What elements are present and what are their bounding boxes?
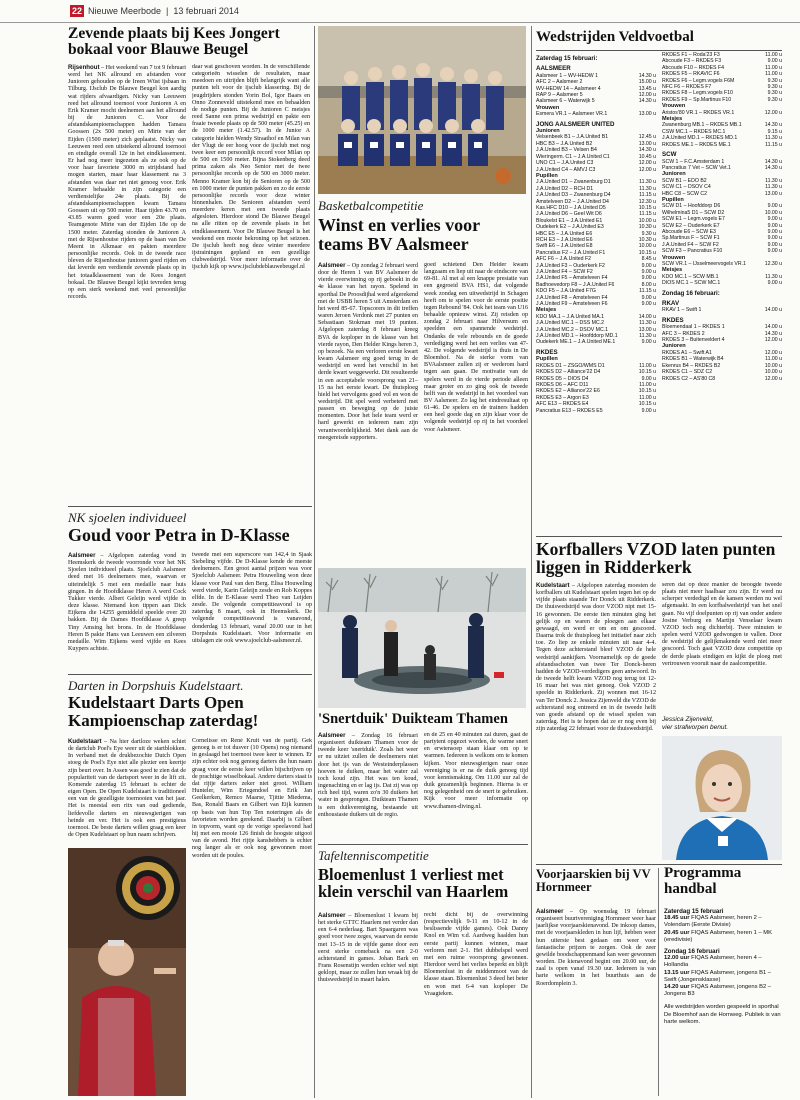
skating-lead: Rijsenhout [68, 64, 100, 71]
fixture-match: RKDES F9 – Sp.Martinus F10 [662, 96, 732, 103]
handball-time: 18.45 uur [664, 915, 690, 922]
fixture-time: 9.00 u [641, 407, 656, 414]
kien-text [536, 908, 656, 1096]
tabletennis-headline: Bloemenlust 1 verliest met klein verschil van Haarlem [318, 865, 509, 902]
fixture-time: 11.15 u [765, 141, 782, 148]
football-schedule-col1 [536, 52, 656, 532]
tabletennis-kicker: Tafeltenniscompetitie [318, 848, 429, 863]
fixture-match: J.A.United MC.1 – DSS MC.2 [536, 320, 605, 327]
korfball-caption-line2: vier strafworpen benut. [662, 723, 729, 731]
fixture-match: CSW MC.1 – RKDES MC.1 [662, 128, 726, 135]
korfball-headline: Korfballers VZOD laten punten liggen in Ridderkerk [536, 539, 776, 578]
fixture-time: 11.00 u [765, 356, 782, 363]
fixture-match: RKDES D6 – AFC D11 [536, 381, 589, 388]
fixture-match: RKDES F6 – Legm.vogels F6M [662, 77, 735, 84]
fixture-match: Esmera VR.1 – Aalsmeer VR.1 [536, 111, 608, 118]
fixture-time: 9.00 u [641, 269, 656, 275]
fixture-time: 14.30 u [764, 330, 782, 337]
fixture-match: J.A.United F5 – Amstelveen F4 [536, 275, 608, 282]
fixture-time: 10.30 u [638, 224, 656, 231]
fixture-match: SCW D1 – Hoofddorp D6 [662, 203, 721, 210]
korfball-text-col1 [536, 582, 656, 860]
fixture-match: RKDES ME.1 – RKDES ME.1 [662, 141, 731, 148]
fixture-time: 9.00 u [767, 203, 782, 210]
fixture-time: 9.30 u [767, 84, 782, 91]
fixture-match: RKDES B1 – Waterwijk B4 [662, 356, 724, 363]
fixture-group-heading: RKAV [662, 300, 680, 308]
fixture-time: 9.00 u [641, 375, 656, 382]
fixture-match: Abcoude F3 – RKDES F3 [662, 58, 722, 65]
fixture-time: 10.30 u [638, 236, 656, 243]
fixture-match: KDO MC.1 – SCW MB.1 [662, 273, 719, 280]
basketball-text-col1 [318, 262, 418, 560]
fixture-row [662, 280, 782, 286]
fixture-match: Abcoude F10 – RKDES F4 [662, 64, 724, 71]
column-rule [658, 868, 659, 1096]
handball-program [664, 904, 782, 1096]
handball-match: FIQAS Aalsmeer, heren 1 – MK (eredivisie) [664, 929, 772, 943]
fixture-match: Sp.Martinus F – SCW F1 [662, 235, 720, 242]
fixture-group-heading: AALSMEER [536, 65, 571, 73]
section-rule [318, 844, 528, 845]
handball-sunday-title: Zondag 16 februari [664, 948, 720, 956]
fixture-time: 12.00 u [638, 166, 656, 173]
fixture-match: Oudekerk E2 – J.A.United E3 [536, 224, 604, 231]
fixture-match: Velsenbeek B1 – J.A.United B1 [536, 134, 609, 141]
page-number: 22 [71, 6, 82, 16]
basketball-team-photo [318, 26, 526, 194]
fixture-match: UNO C1 – J.A.United C3 [536, 160, 594, 167]
darts-player-photo-graphic [68, 848, 186, 1096]
fixture-match: AFC F6 – J.A.United F2 [536, 256, 592, 263]
fixture-time: 14.30 u [764, 158, 782, 165]
fixture-time: 13.00 u [764, 190, 782, 197]
fixture-subheading: Vrouwen [662, 103, 686, 110]
fixture-time: 11.30 u [765, 135, 782, 142]
fixture-match: J.A.United MD.1 – Hoofddorp MD.1 [536, 333, 618, 340]
fixture-match: RKDES F8 – Legm.vogels F10 [662, 90, 733, 97]
tabletennis-text-col1 [318, 912, 418, 1096]
fixture-time: 11.30 u [639, 320, 656, 327]
fixture-time: 9.30 u [641, 230, 656, 237]
fixture-subheading: Vrouwen [662, 254, 686, 261]
fixture-row [662, 307, 782, 313]
fixture-match: KDO F5 – J.A.United F7G [536, 288, 596, 295]
football-schedule-col2 [662, 52, 782, 532]
fixture-time: 9.00 u [767, 216, 782, 223]
basketball-text-col2: goed schietend Den Helder kwam langzaam en liep uit naar de eindscore van 69-81. Al met al een knappe prestatie van een gegroeid BVA HS1, dat volgende week zondag een uitwedstrijd in Schagen heeft om te spelen voor de eerste positie tegen Rebound '84. Ook het team van U16 behaalde opnieuw winst. Zij reisden op zondag 2 februari naar Hilversum en speelden een spannende wedstrijd. Ondanks de vele rebounds en de goede verdediging werd het een verlies van 47-42. De volgende wedstrijd is thuis in De Bloemhof. Na de sterke vorm van BVAalsmeer zullen zij er wederom hard tegen aan gaan. De motivatie van de spelers werd in de vierde periode alleen maar groter en zo ging ook de tweede helft van de wedstrijd in het voordeel van BV Aalsmeer. Zo lag het eindresultaat op 61-46. De spelers en de trainers hadden een heel goede dag en zijn klaar voor de volgende wedstrijd op rij in het voordeel voor Aalsmeer. [424, 262, 528, 433]
handball-sat-match [664, 930, 782, 944]
fixture-time: 10.00 u [764, 362, 782, 369]
fixture-time: 14.00 u [638, 313, 656, 320]
fixture-time: 9.00 u [641, 275, 656, 282]
skating-text-col2: daar wat geschoven worden. In de verschillende categorieën wisselen de resultaten, maar meedoen en uitrijden blijft belangrijk want alle punten telt voor de ijsclub klassering. Bij de jeugdrijders stonden Yorin Bol, Igor Baars en Onno Zonneveld uitstekend mee en behaalden de nodige punten. Bij de Junioren C meisjes reed Sanne een prima wedstrijd en pakte een fraaie tweede plaats op de 500 meter (45.25) en de 1000 meter (1.42.57). In de Junior A categorie hielden Wendy Straathof en Milan van der Vlugt de eer hoog voor de ijsclub met nog twee keer een persoonlijk record voor Milan op de 500 en 1500 meter. Bijna Stokenberg deed prima zaken als Neo Senior met de twee persoonlijke records op de 500 en 3000 meter. Menno Kramer kon bij de Senioren op de 500 en 1000 meter de punten pakken en zo de eerste persoonlijke records voor deze winter binnenhalen. De Senioren afstanden werd meerdere keren met een tweede plaats afgesloten. Hierdoor stond De Blauwe Beugel na alle ritten op de zevende plaats in het eindklassement. Voor De Blauwe Beugel is het weekend een mooie bekroning op het seizoen. De ijsclub heeft nog deze winter meerdere ijstrainingen gepland en een gezellige clubwedstrijd. Voor meer informatie over de ijsclub kijk op www.ijsclubdeblauwebeugel.nl [192, 64, 310, 271]
skating-text-col1 [68, 64, 186, 502]
handball-sun-match [664, 970, 782, 984]
darts-kicker: Darten in Dorpshuis Kudelstaart. [68, 678, 244, 693]
fixture-match: Abcoude E6 – SCW E3 [662, 228, 716, 235]
fixture-match: J.A.United MD.1 – RKDES MD.1 [662, 135, 738, 142]
fixture-time: 11.00 u [765, 52, 782, 58]
fixture-time: 9.00 u [641, 339, 656, 346]
fixture-time: 13.00 u [638, 140, 656, 147]
fixture-match: HBC B3 – J.A.United B2 [536, 140, 593, 147]
basketball-text1: – Op zondag 2 februari werd door de Heren 1 van BV Aalsmeer de vierde overwinning op rij geboekt in de 4e klasse van het rayon. Spelend in sporthal De Proosdijhal werd afgerekend met de USBB heren 5 uit Amsterdam en het werd 85-67. Topscorers in dit treffen waren Jeroen Verdonk met 27 punten en Sebastiaan Stokman met 19 punten. Afgelopen zaterdag 8 februari kreeg BVA de koploper in de klasse van het vierde rayon, Den Helder Kings heren 3, op bezoek. Na een verloren eerste kwart kwam Aalsmeer erg goed terug in de wedstrijd en werd het verschil in het derde kwart weggewerkt. Dit resulteerde in een acceptabele voorsprong van 21–15 na het eerste kwart. De thuisploeg hield het vervolgens goed vol en won de wedstrijd. Dit spel werd verbeterd met passen en beweging op de juiste momenten. Door het hele team werd er hard gewerkt en iedereen nam zijn verantwoordelijkheid. Met dank aan de meegereisde supporters. [318, 263, 418, 441]
korfball-text1: – Afgelopen zaterdag moesten de korfballers uit Kudelstaart spelen tegen het op de vijfde plaats staande Ter Donck uit Ridderkerk. De thuiswedstrijd was door VZOD nipt met 15-16 gewonnen. De eerste tien minuten ging het gelijk op en waren de ploegen aan elkaar gewaagd, en werd er om en om gescoord. Daarna trok de thuisploeg het initiatief naar zich toe. Zo liep ze enkele minuten uit naar 4-4. Tegen deze achterstand bleef VZOD de hele wedstrijd aankijken. Voornamelijk op de goede afstandsschoten van twee Ter Donck-heren hadden de VZOD-verdedigers geen antwoord. In de tweede helft kwam VZOD nog terug tot 12-16 maar het was niet genoeg. [536, 583, 656, 690]
fixture-match: RCH E3 – J.A.United E6 [536, 236, 593, 243]
fixture-time: 11.30 u [765, 184, 782, 191]
fixture-match: RKDES 3 – Buitenveldert 4 [662, 337, 725, 344]
section-rule [536, 536, 782, 537]
korfball-text-col2: seren dat op deze manier de beoogde tweede plaats niet meer haalbaar zou zijn. Er werd nu scherper verdedigd en de kansen werden nu wel afgemaakt. In een korfbalwedstrijd van het snel gaan. Nu vijf doelpunten op rij van onder andere Josine Verburg en Martijn Venselaar kwam VZOD toch nog dichterbij. Twee minuten te spelen werd VZOD gedwongen te vallen. Door de wedstrijd de gelijkmakende werd niet meer gescoord. Toch gaat VZOD deze competitie op de derde plaats eindigen en kijkt de ploeg met vertrouwen vooruit naar de zaalcompetitie. [662, 582, 782, 667]
darts-text-col1 [68, 738, 186, 842]
fixture-group-heading: Zondag 16 februari: [662, 289, 720, 297]
korfball-caption [662, 716, 782, 731]
fixture-time: 9.30 u [767, 77, 782, 84]
fixture-match: RKDES E2 – Alliance'22 E6 [536, 388, 600, 395]
fixture-time: 12.00 u [764, 349, 782, 356]
fixture-match: J.A.United F4 – SCW F2 [536, 269, 593, 275]
fixture-time: 9.00 u [641, 301, 656, 308]
fixture-match: SCW 1 – F.C.Amsterdam 1 [662, 158, 725, 165]
ice-divers-photo-graphic [318, 568, 526, 708]
fixture-match: Zwanenburg MB.1 – RKDES MB.1 [662, 122, 742, 129]
fixture-match: NFC F6 – RKDES F7 [662, 84, 712, 91]
fixture-time: 9.00 u [767, 222, 782, 229]
fixture-match: J.A.United F9 – Amstelveen F6 [536, 301, 608, 308]
fixture-time: 11.15 u [639, 211, 656, 218]
korfball-lead: Kudelstaart [536, 582, 570, 589]
fixture-match: AFC 2 – Aalsmeer 2 [536, 79, 583, 86]
skating-text1: – Het weekend van 7 tot 9 februari werd het NK allround en afstanden voor Junioren gehouden op de Ireen Wüst ijsbaan in Tilburg. IJsclub De Blauwe Beugel kon aardig wat rijders afvaardigen. Nicky van Leeuwen reed het allround toernooi voor Junioren A en Erik Kramer mocht deelnemen aan het allround bij de Junioren C. Voor de afstandskampioenschappen hadden Tamara Goossen (2x 500 meter) en Mirte van der Eijden (1500 meter) zich geplaatst. Nicky van Leeuwen reed een uitstekend allround toernooi en eindigde overall 12e in het eindklassement. Er had nog meer ingezeten als ze ook op de voor haar favoriete 3000 m strijdstand had mogen starten, maar haar klassement na 3 afstanden was daar net niet genoeg voor. Erik Kramer behaalde in zijn categorie een verdienstelijke 24e plaats. Bij de afstandskampioenschappen kwam Tamara Goossen uit op 500 meter. Haar tijden 43.70 en 43.85 waren goed voor een 20e plaats. Teamgenote Mirte van der Eijden 18e op de 1500 meter. Zaterdag stonden de Junioren A met de Rijsenhoutse rijders op de baan van De Meent in Alkmaar en pakten meerdere persoonlijke records. Ook in de tweede race bleven de Rijsenhoutse junioren goed rijden en dat leverde een verdiende zevende plaats op in het totaalklassement van de Kees Jongert bokaal. De Blauwe Beugel kijkt tevreden terug op een sterk weekend met veel persoonlijke records. [68, 65, 186, 300]
tabletennis-lead: Aalsmeer [318, 912, 346, 919]
darts-headline: Kudelstaart Darts Open Kampioenschap zaterdag! [68, 693, 259, 730]
fixture-match: RKDES E3 – Argon E3 [536, 394, 589, 401]
fixture-time: 11.15 u [639, 192, 656, 199]
fixture-time: 9.00 u [767, 228, 782, 235]
fixture-match: Pancratius E13 – RKDES E5 [536, 407, 603, 414]
fixture-time: 13.45 u [638, 85, 656, 92]
darts-player-photo [68, 848, 186, 1096]
fixture-match: J.A.United D1 – Zwanenburg D1 [536, 179, 611, 186]
ice-divers-photo [318, 568, 526, 708]
korfball-text3: Ook VZOD 2 speelde in Ridderkerk. Zij wonnen met 16-12 van Ter Donck 2. Jessica Zijenveld die VZOD de achterstand nog entreerd en in de tweede helft van goede afstand op de wissel spelen van zaterdag. Het is te hopen dat ze er nog even bij zijn zaterdag 22 februari voor de thuiswedstrijd. [536, 683, 656, 733]
snertduik-headline: 'Snertduik' Duikteam Thamen [318, 711, 508, 727]
section-rule [536, 864, 782, 865]
fixture-time: 11.00 u [639, 381, 656, 388]
fixture-match: SCW VR.1 – IJsselmeervogels VR.1 [662, 261, 746, 267]
fixture-time: 11.30 u [639, 333, 656, 340]
handball-match: FIQAS Aalsmeer, jongens B2 – Jongens B3 [664, 984, 772, 998]
sjoelen-kicker: NK sjoelen individueel [68, 510, 187, 525]
snertduik-lead: Aalsmeer [318, 732, 346, 739]
fixture-time: 11.30 u [639, 185, 656, 192]
fixture-match: Ekenrus B4 – RKDES B2 [662, 362, 721, 369]
fixture-time: 11.30 u [765, 273, 782, 280]
fixture-match: RKDES D2 – Alliance'22 D4 [536, 369, 601, 376]
tabletennis-text-col2: recht dicht bij de overwinning (respectievelijk 9-11 en 10-12 in de beslissende vijfde games). Ook Danny Knol en Wim v.d. Aardweg haalden hun eerste partij kunnen winnen, maar verloren met 2-1. Het dubbelspel werd met een ruime voorsprong gewonnen. Hierdoor werd het verlies beperkt en blijft Bloemenlust in de middenmoot van de klasse staan. Bloemenlust 3 deed het beter en won met 6-4 van koploper De Vraagteken. [424, 912, 528, 997]
fixture-time: 12.00 u [764, 375, 782, 382]
fixture-row [662, 142, 782, 148]
fixture-subheading: Pupillen [536, 172, 558, 179]
section-rule [68, 506, 312, 507]
fixture-match: J.A.United D6 – Geel Wit D6 [536, 211, 602, 218]
fixture-match: AFC E13 – RKDES E4 [536, 401, 589, 408]
fixture-time: 15.00 u [638, 79, 656, 86]
fixture-match: HBC C8 – SCW C2 [662, 190, 707, 197]
fixture-time: 10.00 u [764, 369, 782, 376]
sjoelen-text-col2: tweede met een superscore van 142,4 in Sjaak Siebeling vijfde. De D-Klasse kende de meeste deelnemers. Een groot aantal prijzen was voor Sjoelclub Aalsmeer. Petra Houweling won deze klasse voor Paul van den Berg. Elisa Houweling werd vierde, Karin Geleijn zesde en Rob Koppes elfde. In de E-Klasse werd Theo van Leijden zesde. De volgende competitieavond is op zaterdag 8 maart, ook in Heemskerk. De volgende competitieavond is vanavond, donderdag 13 februari, vanaf 20.00 uur in het Dorpshuis Kudelstaart. Voor informatie en uitslagen zie ook www.sjoelclub-aalsmeer.nl. [192, 552, 312, 644]
basketball-headline: Winst en verlies voor teams BV Aalsmeer [318, 215, 480, 254]
korfball-caption-line1: Jessica Zijenveld, [662, 716, 714, 723]
fixture-time: 10.00 u [638, 217, 656, 224]
tabletennis-text1: – Bloemenlust 1 kwam bij het sterke GTTC Haarlem net verder dan een 6-4 nederlaag. Bart Spaargaren was goed voor twee zeges, waarvan de eerste met 13–15 in de vijfde game door een eerst sterke comeback na een 2-0 achterstand in games. Johan Bark en Frans Rosenstijn werden echter wel nipt geklopt, maar ze zullen hun wraak bij de thuiswedstrijd in maart halen. [318, 913, 418, 984]
fixture-subheading: Junioren [536, 128, 560, 135]
fixture-time: 10.15 u [638, 249, 656, 256]
darts-text1: – Na hier dartloze weken schiet de dartclub Poel's Eye weer uit de startblokken. In verband met de drukbezochte Dutch Open stoeg de Poel's Eye niet alle plezier een keertje zijn beurt over. In Assen was goed te zien dat de populariteit van de dartsport weer in de lift zit. Komende zaterdag 15 februari is echter de eigen Open. De Open Kudelstaart is traditioneel een van de gezelligste toernooien van het jaar. Het is meestal een ritx van oud gediende, liefdevolle darters en nieuwsgierigen van heinde en ver. Het is ook een prestigieus toernooi. De beste darters willen graag een keer de Open Kudelstaart op hun naam schrijven. [68, 739, 186, 839]
fixture-time: 10.15 u [638, 204, 656, 211]
fixture-match: RKDES D1 – ZSGO/WMS D1 [536, 362, 605, 369]
handball-sat-match [664, 915, 782, 929]
fixture-match: RKDES F1 – Roda'23 F3 [662, 52, 720, 58]
fixture-time: 14.30 u [638, 147, 656, 154]
fixture-time: 10.15 u [638, 369, 656, 376]
fixture-time: 14.30 u [638, 72, 656, 79]
kien-text1: – Op woensdag 19 februari organiseert buurtvereniging Hornmeer weer haar jaarlijkse voorjaarskienavond. De inkoop dames, met de voorjaarskleden in hun lijf, hebben weer hun uiterste best gedaan om weer voor fantastische prijzen te zorgen. Ook de zeer gewilde boodschappenmand kan weer gewonnen worden. De kienavond begint om 20.00 uur, de zaal is open vanaf 19.30 uur. Iedereen is van harte welkom in het buurthuis aan de Roerdomplein 3. [536, 909, 656, 987]
fixture-time: 14.00 u [764, 324, 782, 331]
fixture-time: 9.00 u [641, 262, 656, 269]
fixture-subheading: Meisjes [536, 307, 557, 314]
fixture-time: 13.00 u [638, 326, 656, 333]
fixture-time: 10.15 u [638, 401, 656, 408]
handball-time: 14.20 uur [664, 984, 690, 991]
fixture-subheading: Meisjes [662, 267, 683, 274]
sjoelen-text-col1 [68, 552, 186, 670]
fixture-match: Wilhelmina5 D1 – SCW D2 [662, 209, 725, 216]
sjoelen-lead: Aalsmeer [68, 552, 96, 559]
fixture-match: Bloemendaal 1 – RKDES 1 [662, 324, 725, 331]
fixture-time: 9.15 u [767, 128, 782, 135]
fixture-match: DIOS MC.1 – SCW MC.1 [662, 280, 721, 287]
korfball-player-photo [662, 736, 782, 860]
handball-match: FIQAS Aalsmeer, heren 4 – Hollandia [664, 955, 762, 969]
fixture-match: SCW C1 – DSOV C4 [662, 184, 711, 191]
handball-footer: Alle wedstrijden worden gespeeld in sporthal De Bloemhof aan de Hornweg. Publiek is van harte welkom. [664, 1004, 781, 1025]
fixture-match: RKDES C1 – SDZ C2 [662, 369, 713, 376]
fixture-row [536, 408, 656, 414]
football-rule [536, 50, 782, 51]
fixture-match: RKDES A1 – Swift A1 [662, 349, 712, 356]
fixture-time: 12.00 u [764, 337, 782, 344]
fixture-match: RKDES D5 – DIOS D4 [536, 375, 589, 382]
snertduik-text-col1 [318, 732, 418, 840]
fixture-time: 11.30 u [765, 177, 782, 184]
column-rule [314, 26, 315, 1098]
fixture-time: 9.30 u [767, 96, 782, 103]
fixture-match: AFC 3 – RKDES 2 [662, 330, 705, 337]
fixture-time: 9.00 u [767, 235, 782, 242]
fixture-time: 10.00 u [638, 243, 656, 250]
fixture-time: 14.00 u [764, 307, 782, 314]
fixture-group-heading: JONG AALSMEER UNITED [536, 120, 615, 128]
fixture-group-heading: Zaterdag 15 februari: [536, 55, 598, 62]
football-headline: Wedstrijden Veldvoetbal [536, 29, 694, 45]
handball-match: FIQAS Aalsmeer, heren 2 – Volendam (Eerste Divisie) [664, 915, 762, 929]
basketball-team-photo-graphic [318, 26, 526, 194]
fixture-match: SCW B1 – EDO B2 [662, 177, 707, 184]
handball-sun-match [664, 984, 782, 998]
snertduik-text1: – Zondag 16 februari organiseert duikteam Thamen voor de tweede keer 'snertduik'. Zoals het weer er nu uitziet zullen de deelnemers niet door het ijs van de Westeinderplassen hoeven te duiken, maar het water zal toch koud zijn. Het was ten koud, ingenachting en er lag ijs. Dat zij was op rich heel tijd, waren zo'n 30 duikers het water in gesprongen. Duikteam Thamen is een duikvereniging, bestaande uit enthousiaste duikers uit de regio. [318, 733, 418, 818]
fixture-match: SCW E1 – Legm.vogels E7 [662, 216, 725, 223]
fixture-match: RKAV 1 – Swift 1 [662, 307, 702, 314]
kien-lead: Aalsmeer [536, 908, 564, 915]
fixture-match: Pancratius F2 – J.A.United F1 [536, 249, 606, 256]
fixture-time: 11.00 u [765, 64, 782, 71]
fixture-subheading: Junioren [662, 343, 686, 350]
fixture-time: 9.30 u [767, 90, 782, 97]
fixture-match: SCW E2 – Ouderkerk E7 [662, 222, 720, 229]
handball-headline: Programma handbal [664, 865, 742, 897]
fixture-match: RKDES F5 – RKAVIC F6 [662, 71, 720, 78]
fixture-match: Pancratius 7 Vet – SCW Vet.1 [662, 164, 731, 171]
fixture-match: Aalsmeer 1 – WV-HEDW 1 [536, 72, 598, 79]
paper-name: Nieuwe Meerbode [88, 6, 162, 16]
fixture-time: 12.30 u [764, 261, 782, 267]
fixture-time: 9.00 u [767, 58, 782, 65]
fixture-row [662, 376, 782, 382]
fixture-match: J.A.United D2 – RCH D1 [536, 185, 594, 192]
fixture-match: Amstelveen D2 – J.A.United D4 [536, 198, 609, 205]
fixture-time: 9.00 u [767, 280, 782, 287]
fixture-match: J.A.United MC.2 – DSOV MC.1 [536, 326, 609, 333]
issue-date: 13 februari 2014 [173, 6, 239, 16]
fixture-match: J.A.United D3 – Zwanenburg D4 [536, 192, 611, 199]
handball-time: 20.45 uur [664, 929, 690, 936]
section-rule [68, 674, 312, 675]
fixture-time: 11.00 u [765, 71, 782, 78]
skating-headline: Zevende plaats bij Kees Jongert bokaal voor Blauwe Beugel [68, 25, 280, 59]
fixture-match: J.A.United C4 – AMVJ C3 [536, 166, 596, 173]
basketball-lead: Aalsmeer [318, 262, 346, 269]
handball-saturday-title: Zaterdag 15 februari [664, 908, 724, 915]
handball-time: 12.00 uur [664, 955, 690, 962]
fixture-time: 11.15 u [639, 288, 656, 295]
fixture-group-heading: RKDES [536, 348, 558, 356]
fixture-match: J.A.United F4 – SCW F2 [662, 241, 719, 248]
fixture-group-heading: RKDES [662, 316, 684, 324]
fixture-time: 12.00 u [638, 92, 656, 99]
darts-lead: Kudelstaart [68, 738, 102, 745]
fixture-time: 14.30 u [764, 164, 782, 171]
fixture-match: HBC E5 – J.A.United E6 [536, 230, 593, 237]
sjoelen-text1: – Afgelopen zaterdag vond in Heemskerk de tweede voorronde voor het NK Sjoelen individueel plaats. Sjoelclub Aalsmeer deed met 16 deelnemers mee, waarvan er uiteindelijk 5 met een medaille naar huis gingen. In de Hoofdklasse Heren A werd Cock Tukker vierde. Albert Geleijn werd vijfde in deze klasse. Niemand kon tippen aan Dick Eijkens die 14255 gemiddeld speelde over 20 bakken. Bij de Dames Hoofdklasse A greep Tiny Amsing het brons. In de Hoofdklasse Heren B pakte Hans van Leeuwen een zilveren medaille. Wim Eijkens werd vijfde en Kees Kuypers achtste. [68, 553, 186, 653]
fixture-time: 11.00 u [639, 394, 656, 401]
publication-line: Nieuwe Meerbode | 13 februari 2014 [88, 6, 239, 16]
fixture-time: 12.45 u [638, 134, 656, 141]
fixture-time: 14.30 u [764, 122, 782, 129]
fixture-time: 12.00 u [638, 160, 656, 167]
korfball-player-photo-graphic [662, 736, 782, 860]
fixture-time: 9.00 u [767, 248, 782, 255]
fixture-match: Badhoevedorp F8 – J.A.United F6 [536, 281, 615, 288]
darts-text-col2: Cornelisse en René Kruit van de partij. Gek genoeg is er tot dusver (10 Opens) nog niemand in geslaagd het toernooi twee keer te winnen. Er zijn echter ook nog genoeg darters die hun naam graag voor de eerste keer willen bijschrijven op de prachtige wisselbokaal. Andere darters staat is dat rijtje darters zeker niet groot. William Hunteler, Wim Eriegendoel en Erik Jan Geelkerken, Remco Maarse, Tjittie Miedema, Bas, Ronald Baars en Gilbert van Eijk kunnen op basis van hun Top Ten noteringen als de favorieten worden gerekend. Daarbij is Gilbert in topvorm, want op de vorige speelavond had hij met een mooie 126 finish de hoogste uitgooi van de avond. Het rijtje kanshebbers is echter nog langer als er ook nog gewonnen moet worden uit de poules. [192, 738, 312, 859]
fixture-row [536, 339, 656, 345]
kien-headline: Voorjaarskien bij VV Hornmeer [536, 867, 651, 895]
fixture-subheading: Pupillen [662, 196, 684, 203]
fixture-time: 9.00 u [767, 241, 782, 248]
fixture-match: RAP 9 – Aalsmeer 5 [536, 92, 583, 99]
fixture-row [536, 111, 656, 117]
fixture-subheading: Junioren [662, 171, 686, 178]
fixture-match: Swift E6 – J.A.United E8 [536, 243, 593, 250]
fixture-match: SCW F3 – Pancratius F10 [662, 248, 723, 255]
fixture-subheading: Meisjes [662, 116, 683, 123]
fixture-match: J.A.United B3 – Velsen B4 [536, 147, 597, 154]
handball-sun-match [664, 955, 782, 969]
fixture-time: 10.00 u [764, 209, 782, 216]
fixture-match: Aalsmeer 6 – Waterwijk 5 [536, 98, 595, 105]
fixture-match: KDO MA.1 – J.A.United MA.1 [536, 313, 605, 320]
sjoelen-headline: Goud voor Petra in D-Klasse [68, 525, 290, 545]
fixture-time: 12.30 u [638, 198, 656, 205]
handball-time: 13.15 uur [664, 969, 690, 976]
fixture-time: 10.15 u [638, 388, 656, 395]
basketball-kicker: Basketbalcompetitie [318, 198, 424, 213]
fixture-match: Aristos'80 VR.1 – RKDES VR.1 [662, 109, 735, 116]
fixture-match: Oudekerk ME.1 – J.A.United ME.1 [536, 339, 616, 346]
fixture-subheading: Pupillen [536, 356, 558, 363]
handball-match: FIQAS Aalsmeer, jongens B1 – Swift (Jongensklasse) [664, 969, 772, 983]
fixture-time: 11.30 u [639, 179, 656, 186]
fixture-match: J.A.United F3 – Ouderkerk F2 [536, 262, 605, 269]
fixture-time: 10.45 u [638, 153, 656, 160]
fixture-subheading: Vrouwen [536, 104, 560, 111]
fixture-time: 8.00 u [641, 281, 656, 288]
fixture-group-heading: SCW [662, 151, 677, 159]
fixture-time: 9.00 u [641, 294, 656, 301]
fixture-match: WV-HEDW 14 – Aalsmeer 4 [536, 85, 601, 92]
fixture-match: Kas.HFC D10 – J.A.United D5 [536, 204, 606, 211]
fixture-time: 13.00 u [638, 111, 656, 118]
fixture-time: 8.45 u [641, 256, 656, 263]
column-rule [531, 26, 532, 1098]
fixture-match: RKDES C2 – AS'80 C8 [662, 375, 716, 382]
fixture-match: Bloukelst E1 – J.A.United E1 [536, 217, 603, 224]
fixture-time: 12.00 u [764, 109, 782, 116]
fixture-time: 11.00 u [639, 362, 656, 369]
fixture-match: J.A.United F8 – Amstelveen F4 [536, 294, 608, 301]
fixture-time: 14.30 u [638, 98, 656, 105]
fixture-match: Wieringerm. C1 – J.A.United C1 [536, 153, 610, 160]
snertduik-text-col2: en de 25 en 40 minuten zal duren, gaat de partytent opgezet worden, de warme snert en erwtensoep staan klaar om op te warmen. Iedereen is welkom om te komen kijken. Voor nieuwsgierigen naar onze vereniging is er na de duik genoeg tijd voor kennismaking. Om 11.00 uur zal de duik gezamenlijk beginnen. Hierna is er nog gelegenheid om de snert te gebruiken. Kijk voor meer informatie op www.thamen-diving.nl. [424, 732, 528, 810]
